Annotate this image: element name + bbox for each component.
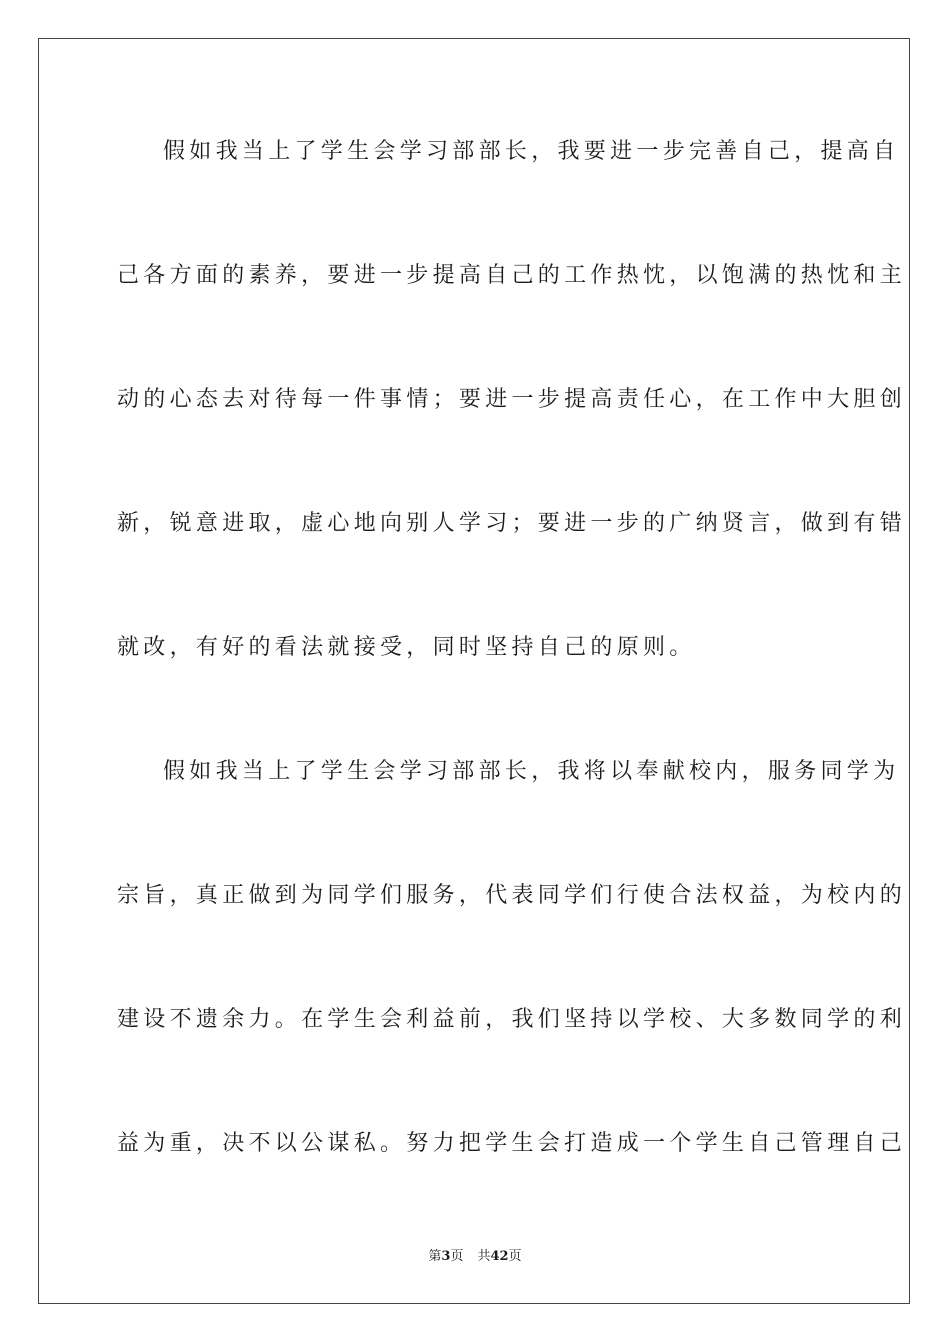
footer-page-total: 42 xyxy=(490,1249,509,1264)
paragraph-2-line-4: 益为重，决不以公谋私。努力把学生会打造成一个学生自己管理自己 xyxy=(117,1131,907,1156)
paragraph-2-line-1: 假如我当上了学生会学习部部长，我将以奉献校内，服务同学为 xyxy=(163,759,900,784)
footer-page-current: 3 xyxy=(441,1249,451,1264)
paragraph-2-line-2: 宗旨，真正做到为同学们服务，代表同学们行使合法权益，为校内的 xyxy=(117,883,907,908)
paragraph-1-line-5: 就改，有好的看法就接受，同时坚持自己的原则。 xyxy=(117,635,696,660)
paragraph-1-line-4: 新，锐意进取，虚心地向别人学习；要进一步的广纳贤言，做到有错 xyxy=(117,511,907,536)
footer-page-prefix: 第 xyxy=(428,1249,442,1264)
page-footer xyxy=(0,1248,950,1266)
footer-total-prefix: 共 xyxy=(477,1249,491,1264)
paragraph-1-line-1: 假如我当上了学生会学习部部长，我要进一步完善自己，提高自 xyxy=(163,139,900,164)
paragraph-1-line-3: 动的心态去对待每一件事情；要进一步提高责任心，在工作中大胆创 xyxy=(117,387,907,412)
paragraph-2-line-3: 建设不遗余力。在学生会利益前，我们坚持以学校、大多数同学的利 xyxy=(117,1007,907,1032)
footer-total-unit: 页 xyxy=(508,1249,522,1264)
paragraph-1-line-2: 己各方面的素养，要进一步提高自己的工作热忱，以饱满的热忱和主 xyxy=(117,263,907,288)
page-border xyxy=(38,38,910,1304)
footer-page-unit: 页 xyxy=(450,1249,464,1264)
